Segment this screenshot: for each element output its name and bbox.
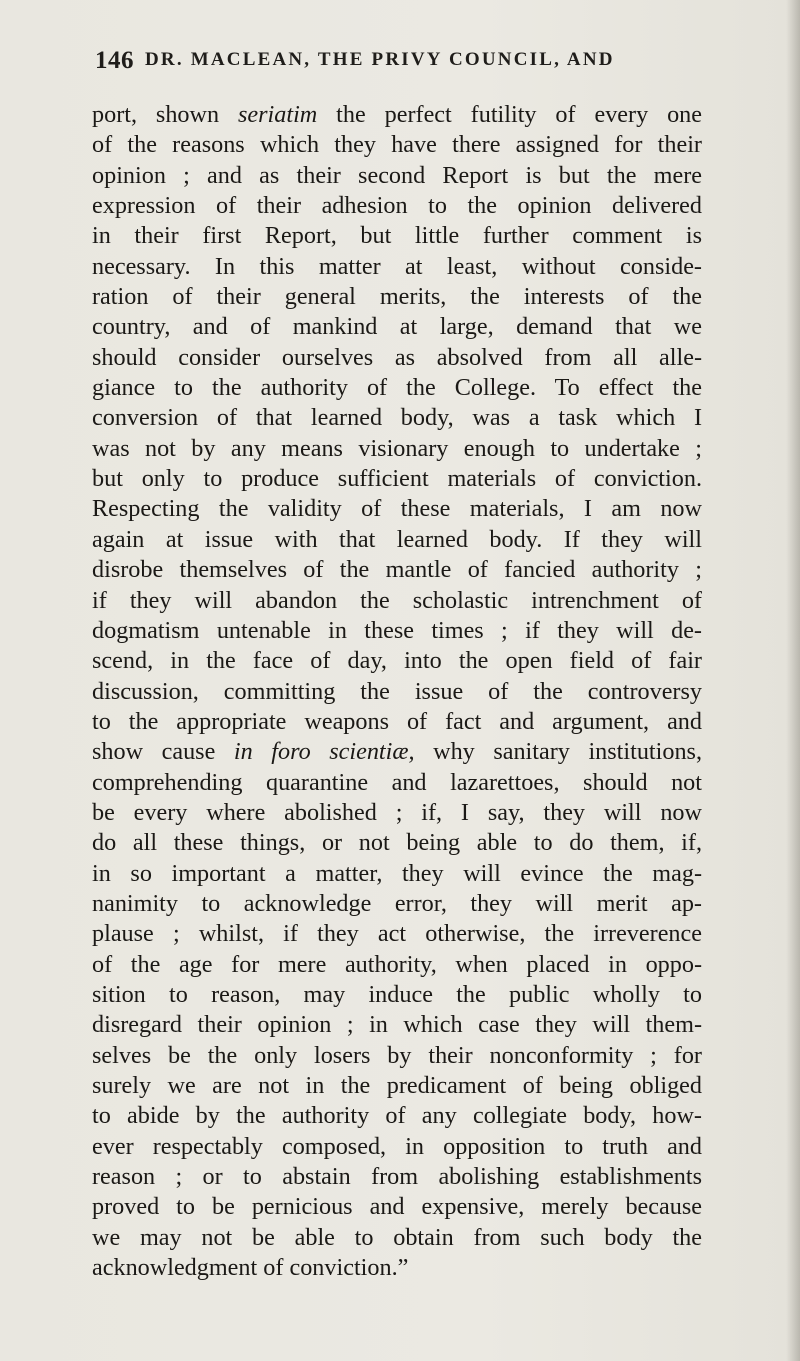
text-segment: again at issue with that learned body. If they will: [92, 525, 702, 553]
text-line: [92, 555, 702, 585]
text-line: [92, 221, 702, 251]
text-segment: in their first Report, but little further comment is: [92, 222, 702, 250]
text-line: [92, 646, 702, 676]
text-segment: sition to reason, may induce the public wholly to: [92, 980, 702, 1008]
text-segment: plause ; whilst, if they act otherwise, the irreverence: [92, 920, 702, 948]
text-segment: to the appropriate weapons of fact and argument, and: [92, 707, 702, 735]
text-line: [92, 403, 702, 433]
text-segment: of the reasons which they have there assigned for their: [92, 131, 702, 159]
text-segment: should consider ourselves as absolved from all alle-: [92, 343, 702, 371]
text-segment: but only to produce sufficient materials of conviction.: [92, 465, 702, 493]
text-line: [92, 494, 702, 524]
text-line: [92, 343, 702, 373]
text-line: [92, 859, 702, 889]
text-segment: selves be the only losers by their nonconformity ; for: [92, 1041, 702, 1069]
text-line: [92, 282, 702, 312]
running-title: DR. MACLEAN, THE PRIVY COUNCIL, AND: [145, 49, 615, 70]
text-segment: if they will abandon the scholastic intrenchment of: [92, 586, 702, 614]
text-segment: opinion ; and as their second Report is but the mere: [92, 161, 702, 189]
text-line: [92, 161, 702, 191]
text-line: [92, 737, 702, 767]
text-segment: dogmatism untenable in these times ; if they will de-: [92, 616, 702, 644]
text-segment: acknowledgment of conviction.”: [92, 1254, 409, 1282]
text-line: [92, 130, 702, 160]
text-segment: disrobe themselves of the mantle of fancied authority ;: [92, 556, 702, 584]
text-line: [92, 950, 702, 980]
text-segment: necessary. In this matter at least, without conside-: [92, 252, 702, 280]
text-segment: country, and of mankind at large, demand that we: [92, 313, 702, 341]
text-line: [92, 768, 702, 798]
text-line: [92, 100, 702, 130]
text-line: [92, 312, 702, 342]
text-segment: we may not be able to obtain from such body the: [92, 1223, 702, 1251]
italic-text: in foro scientiæ,: [233, 738, 415, 766]
text-line: [92, 1192, 702, 1222]
text-line: [92, 798, 702, 828]
page-edge-shadow: [786, 0, 800, 1361]
text-line: [92, 980, 702, 1010]
text-segment: why sanitary institutions,: [414, 738, 703, 766]
text-segment: to abide by the authority of any collegiate body, how-: [92, 1102, 702, 1130]
text-line: [92, 1101, 702, 1131]
text-segment: nanimity to acknowledge error, they will merit ap-: [92, 889, 702, 917]
text-line: [92, 889, 702, 919]
text-line: [92, 1162, 702, 1192]
body-text: [92, 100, 702, 1283]
text-segment: proved to be pernicious and expensive, merely because: [92, 1193, 702, 1221]
text-line: [92, 1253, 702, 1283]
text-segment: do all these things, or not being able to do them, if,: [92, 829, 702, 857]
text-segment: conversion of that learned body, was a task which I: [92, 404, 702, 432]
text-line: [92, 1041, 702, 1071]
text-segment: port, shown: [92, 101, 238, 128]
text-segment: discussion, committing the issue of the controversy: [92, 677, 702, 705]
text-segment: Respecting the validity of these materials, I am now: [92, 495, 702, 523]
text-line: [92, 1071, 702, 1101]
text-segment: of the age for mere authority, when placed in oppo-: [92, 950, 702, 978]
text-segment: surely we are not in the predicament of being obliged: [92, 1072, 702, 1099]
text-segment: comprehending quarantine and lazarettoes, should not: [92, 768, 702, 796]
text-line: [92, 252, 702, 282]
text-line: [92, 1223, 702, 1253]
text-segment: giance to the authority of the College. To effect the: [92, 374, 702, 402]
text-line: [92, 919, 702, 949]
text-segment: ever respectably composed, in opposition to truth and: [92, 1132, 702, 1160]
text-line: [92, 616, 702, 646]
text-segment: scend, in the face of day, into the open field of fair: [92, 647, 702, 675]
text-line: [92, 677, 702, 707]
text-line: [92, 586, 702, 616]
page-number: 146: [95, 47, 134, 74]
text-segment: in so important a matter, they will evince the mag-: [92, 859, 702, 887]
text-line: [92, 1132, 702, 1162]
text-segment: reason ; or to abstain from abolishing establishments: [92, 1163, 702, 1191]
page-header: [95, 47, 695, 87]
text-segment: be every where abolished ; if, I say, they will now: [92, 798, 702, 826]
text-segment: ration of their general merits, the interests of the: [92, 283, 702, 311]
italic-text: seriatim: [237, 101, 318, 128]
text-line: [92, 191, 702, 221]
text-line: [92, 464, 702, 494]
text-line: [92, 828, 702, 858]
text-line: [92, 434, 702, 464]
text-segment: disregard their opinion ; in which case they will them-: [92, 1011, 702, 1039]
text-line: [92, 525, 702, 555]
text-segment: the perfect futility of every one: [317, 101, 703, 128]
text-segment: show cause: [92, 738, 234, 766]
text-segment: was not by any means visionary enough to undertake ;: [92, 434, 702, 462]
text-line: [92, 1010, 702, 1040]
text-line: [92, 373, 702, 403]
text-segment: expression of their adhesion to the opinion delivered: [92, 192, 702, 220]
text-line: [92, 707, 702, 737]
